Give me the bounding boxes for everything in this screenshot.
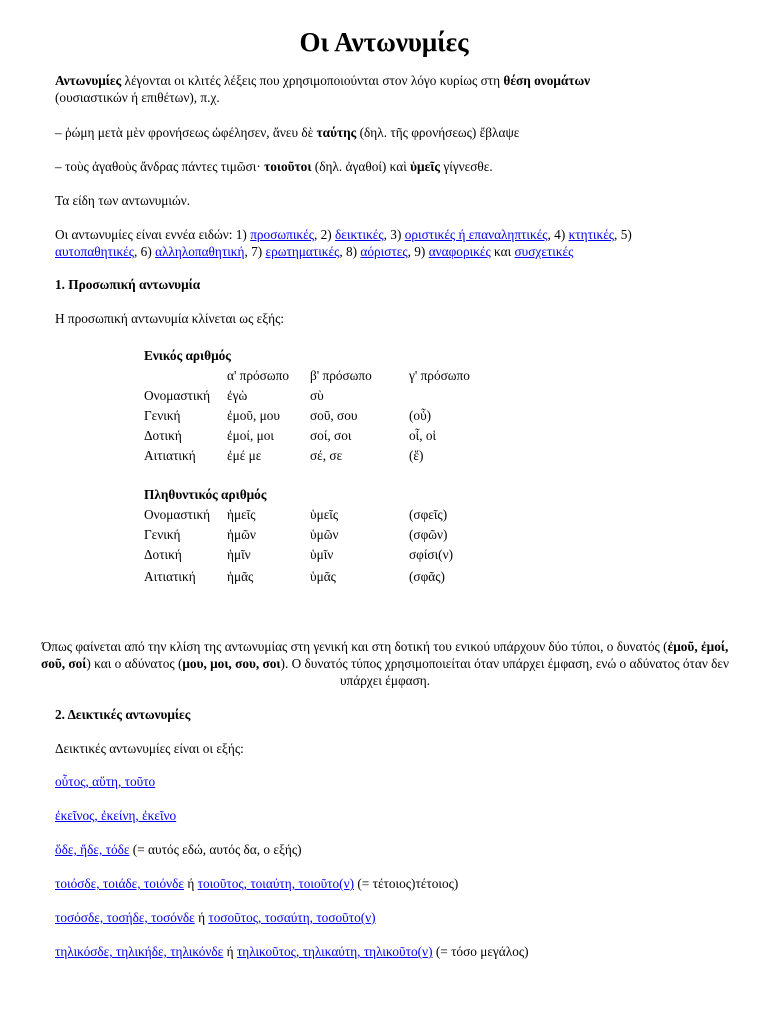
table-cell: σφίσι(ν) xyxy=(409,547,454,562)
singular-heading-text: Ενικός αριθμός xyxy=(144,348,231,363)
table-cell: ἡμᾶς xyxy=(227,569,254,584)
plural-heading xyxy=(144,486,266,503)
list-item xyxy=(55,807,745,824)
note-text-end: ). Ο δυνατός τύπος χρησιμοποιείται όταν υπάρχει έμφαση, ενώ ο αδύνατος όταν δεν υπάρχει έμφαση. xyxy=(280,656,730,688)
intro-text: λέγονται οι κλιτές λέξεις που χρησιμοποιούνται στον λόγο κυρίως στη xyxy=(121,73,504,88)
list-item xyxy=(55,909,745,926)
kinds-sep: , 8) xyxy=(339,244,361,259)
list-item-or: ή xyxy=(194,910,209,925)
link-toioutos[interactable]: τοιοῦτος, τοιαύτη, τοιοῦτο(ν) xyxy=(197,876,355,891)
section-2-intro: Δεικτικές αντωνυμίες είναι οι εξής: xyxy=(55,741,244,756)
table-cell: (ἕ) xyxy=(409,448,424,463)
example-1-text: – ῥώμη μετὰ μὲν φρονήσεως ὠφέλησεν, ἄνευ δὲ xyxy=(55,125,317,140)
list-item xyxy=(55,773,745,790)
table-cell: (σφεῖς) xyxy=(409,507,448,522)
list-item xyxy=(55,841,745,858)
table-cell: ὑμεῖς xyxy=(310,507,339,522)
header-person-3: γ' πρόσωπο xyxy=(409,368,470,383)
strong-weak-note xyxy=(40,638,730,689)
section-1-heading xyxy=(55,276,745,293)
table-cell: Ονομαστική xyxy=(144,388,211,403)
list-item xyxy=(55,943,745,960)
link-ktitikes[interactable]: κτητικές xyxy=(568,227,615,242)
table-cell: (σφᾶς) xyxy=(409,569,445,584)
intro-text-end: (ουσιαστικών ή επιθέτων), π.χ. xyxy=(55,90,220,105)
kinds-heading: Τα είδη των αντωνυμιών. xyxy=(55,193,191,208)
table-cell: ἐμοῦ, μου xyxy=(227,408,280,423)
table-cell: Αιτιατική xyxy=(144,448,196,463)
link-tosoutos[interactable]: τοσοῦτος, τοσαύτη, τοσοῦτο(ν) xyxy=(208,910,376,925)
link-deiktikes[interactable]: δεικτικές xyxy=(335,227,384,242)
example-2-text: – τοὺς ἀγαθοὺς ἄνδρας πάντες τιμῶσι· xyxy=(55,159,265,174)
kinds-sep: , 7) xyxy=(244,244,266,259)
section-1-heading-text: 1. Προσωπική αντωνυμία xyxy=(55,277,201,292)
kinds-sep: , 3) xyxy=(383,227,405,242)
table-cell: σοῦ, σου xyxy=(310,408,358,423)
link-allilopathitiki[interactable]: αλληλοπαθητική xyxy=(155,244,245,259)
note-text: Όπως φαίνεται από την κλίση της αντωνυμίας στη γενική και στη δοτική του ενικού υπάρχουν δύο τύποι, ο δυνατός ( xyxy=(41,639,668,654)
table-cell: σὺ xyxy=(310,388,324,403)
link-toiosde[interactable]: τοιόσδε, τοιάδε, τοιόνδε xyxy=(55,876,184,891)
kinds-sep: , 4) xyxy=(547,227,569,242)
link-oristikes[interactable]: οριστικές ή επαναληπτικές xyxy=(404,227,548,242)
header-person-1: α' πρόσωπο xyxy=(227,368,289,383)
table-cell: σέ, σε xyxy=(310,448,343,463)
note-text-mid: ) και ο αδύνατος ( xyxy=(86,656,183,671)
example-2-text-mid: (δηλ. ἀγαθοί) καὶ xyxy=(311,159,411,174)
intro-term: Αντωνυμίες xyxy=(55,73,122,88)
table-cell: ἐμέ με xyxy=(227,448,262,463)
list-item-or: ή xyxy=(223,944,237,959)
example-1-text-end: (δηλ. τῆς φρονήσεως) ἔβλαψε xyxy=(356,125,520,140)
example-2-bold-2: ὑμεῖς xyxy=(410,159,440,174)
table-cell: ὑμῶν xyxy=(310,527,339,542)
table-cell: ὑμᾶς xyxy=(310,569,336,584)
table-cell: Γενική xyxy=(144,527,181,542)
table-cell: Δοτική xyxy=(144,428,182,443)
list-item-suffix: (= τέτοιος)τέτοιος) xyxy=(354,876,459,891)
link-ekeinos[interactable]: ἐκεῖνος, ἐκείνη, ἐκεῖνο xyxy=(55,808,177,823)
kinds-sep: , 9) xyxy=(407,244,429,259)
kinds-paragraph xyxy=(55,226,745,260)
table-cell: (σφῶν) xyxy=(409,527,448,542)
example-2 xyxy=(55,158,745,175)
link-tilikoutos[interactable]: τηλικοῦτος, τηλικαύτη, τηλικοῦτο(ν) xyxy=(236,944,433,959)
plural-heading-text: Πληθυντικός αριθμός xyxy=(144,487,267,502)
table-cell: ὑμῖν xyxy=(310,547,334,562)
list-item-suffix: (= τόσο μεγάλος) xyxy=(432,944,529,959)
section-2-heading-text: 2. Δεικτικές αντωνυμίες xyxy=(55,707,191,722)
link-aoristes[interactable]: αόριστες xyxy=(360,244,408,259)
section-2-heading xyxy=(55,706,745,723)
list-item xyxy=(55,875,745,892)
intro-bold: θέση ονομάτων xyxy=(503,73,591,88)
table-cell: σοί, σοι xyxy=(310,428,352,443)
kinds-text: Οι αντωνυμίες είναι εννέα ειδών: 1) xyxy=(55,227,251,242)
table-cell: (οὗ) xyxy=(409,408,432,423)
link-prosopikes[interactable]: προσωπικές xyxy=(250,227,314,242)
header-person-2: β' πρόσωπο xyxy=(310,368,372,383)
note-bold-1: ἐμοῦ, ἐμοί, σοῦ, σοί xyxy=(40,639,729,671)
table-cell: ἐγὼ xyxy=(227,388,248,403)
kinds-sep: , 6) xyxy=(134,244,156,259)
table-cell: Ονομαστική xyxy=(144,507,211,522)
note-bold-2: μου, μοι, σου, σοι xyxy=(182,656,281,671)
table-cell: Δοτική xyxy=(144,547,182,562)
example-1 xyxy=(55,124,745,141)
kinds-sep: και xyxy=(490,244,515,259)
table-cell: Αιτιατική xyxy=(144,569,196,584)
list-item-or: ή xyxy=(184,876,198,891)
table-cell: ἐμοί, μοι xyxy=(227,428,274,443)
link-tososde[interactable]: τοσόσδε, τοσήδε, τοσόνδε xyxy=(55,910,195,925)
section-1-intro: Η προσωπική αντωνυμία κλίνεται ως εξής: xyxy=(55,311,285,326)
table-cell: ἡμῶν xyxy=(227,527,256,542)
link-syschetikes[interactable]: συσχετικές xyxy=(514,244,574,259)
link-aftopathitikes[interactable]: αυτοπαθητικές xyxy=(55,244,135,259)
table-cell: ἡμεῖς xyxy=(227,507,256,522)
page-title: Οι Αντωνυμίες xyxy=(299,27,469,57)
singular-heading xyxy=(144,347,231,364)
intro-paragraph xyxy=(55,72,745,106)
example-2-bold-1: τοιοῦτοι xyxy=(264,159,312,174)
kinds-sep: , 2) xyxy=(313,227,336,242)
table-cell: ἡμῖν xyxy=(227,547,251,562)
link-tilikosde[interactable]: τηλικόσδε, τηλικήδε, τηλικόνδε xyxy=(55,944,224,959)
example-1-bold: ταύτης xyxy=(316,125,357,140)
example-2-text-end: γίγνεσθε. xyxy=(440,159,493,174)
kinds-sep: , 5) xyxy=(614,227,632,242)
list-item-suffix: (= αυτός εδώ, αυτός δα, ο εξής) xyxy=(129,842,302,857)
link-outos[interactable]: οὗτος, αὕτη, τοῦτο xyxy=(55,774,156,789)
link-anaforikes[interactable]: αναφορικές xyxy=(428,244,491,259)
link-hode[interactable]: ὅδε, ἥδε, τόδε xyxy=(55,842,130,857)
link-erotimatikes[interactable]: ερωτηματικές xyxy=(265,244,340,259)
table-cell: Γενική xyxy=(144,408,181,423)
table-cell: οἷ, οἱ xyxy=(409,428,437,443)
